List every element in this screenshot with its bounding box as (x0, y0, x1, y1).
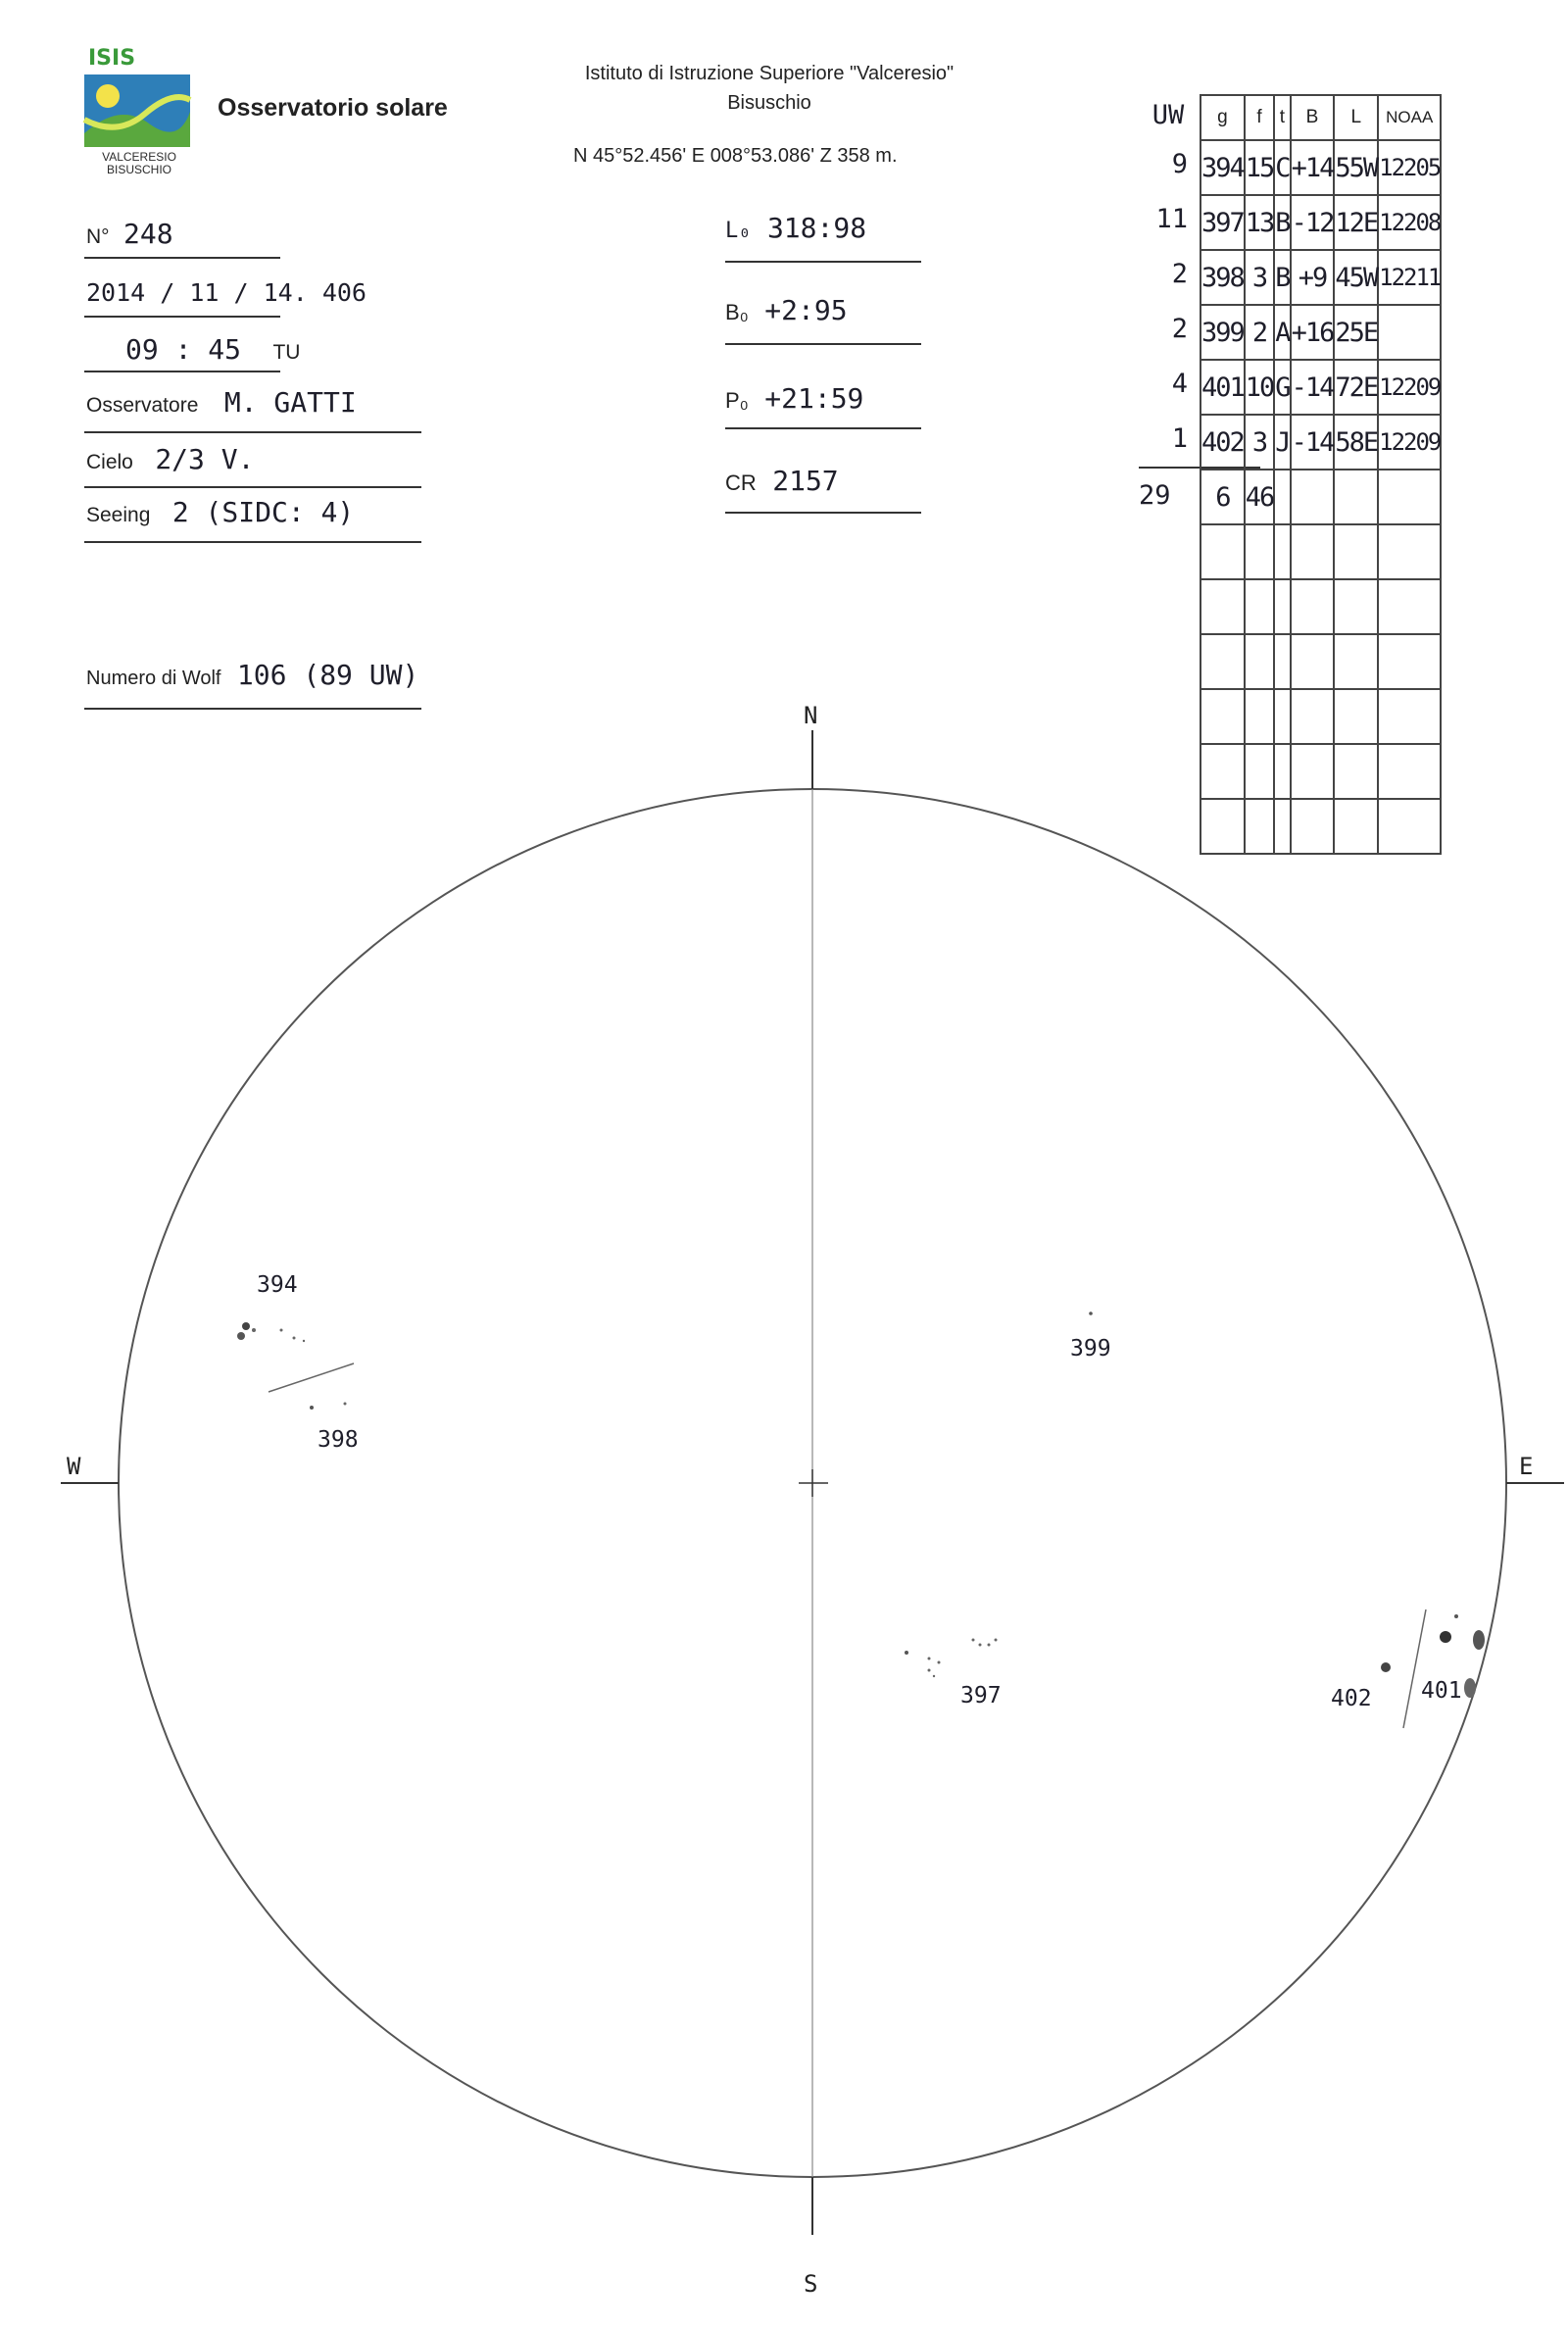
cell-g: 402 (1200, 415, 1245, 470)
table-header-row (1200, 95, 1441, 140)
l0-field (725, 212, 866, 244)
empty-row (1200, 579, 1441, 634)
b0-value: +2:95 (764, 294, 848, 326)
logo-mark: ISIS (88, 46, 136, 71)
cell-g: 399 (1200, 305, 1245, 360)
sunspot-group-397 (905, 1639, 1002, 1709)
sheet-number-field (86, 218, 173, 250)
uw-value: 1 (1171, 423, 1188, 454)
cr-label: CR (725, 470, 757, 495)
sunspot-group-401 (1403, 1609, 1485, 1728)
cell-t: G (1274, 360, 1290, 415)
cell-t: J (1274, 415, 1290, 470)
cell-l: 55W (1334, 140, 1378, 195)
group-label: 398 (318, 1427, 359, 1453)
number-value: 248 (123, 218, 173, 250)
time-value: 09 : 45 (125, 333, 242, 366)
uw-column (1139, 137, 1194, 523)
cell-f: 13 (1245, 195, 1275, 250)
institute-name: Istituto di Istruzione Superiore "Valceresio" (584, 63, 955, 84)
divider (84, 316, 280, 318)
observer-value: M. GATTI (223, 386, 357, 419)
cell-l: 12E (1334, 195, 1378, 250)
cell-g: 401 (1200, 360, 1245, 415)
cell-g: 397 (1200, 195, 1245, 250)
table-row (1200, 360, 1441, 415)
cell-l: 58E (1334, 415, 1378, 470)
cell-t: A (1274, 305, 1290, 360)
group-label: 399 (1070, 1336, 1111, 1362)
divider (725, 261, 921, 263)
date-value: 2014 / 11 / 14. 406 (86, 278, 367, 307)
table-row (1200, 250, 1441, 305)
col-b: B (1291, 95, 1335, 140)
group-label: 401 (1421, 1678, 1462, 1704)
observer-label: Osservatore (86, 394, 199, 417)
uw-total: 29 (1139, 467, 1260, 523)
logo-sub-2: BISUSCHIO (106, 163, 172, 176)
sky-value: 2/3 V. (155, 443, 255, 475)
observatory-title: Osservatorio solare (218, 94, 448, 122)
uw-value: 11 (1155, 204, 1188, 234)
south-label: S (804, 2270, 818, 2298)
b0-label: B₀ (725, 300, 749, 324)
empty-cell (1291, 470, 1335, 524)
empty-cell (1378, 470, 1441, 524)
cell-l: 72E (1334, 360, 1378, 415)
cell-b: -14 (1291, 360, 1335, 415)
col-noaa: NOAA (1378, 95, 1441, 140)
group-label: 402 (1331, 1686, 1372, 1711)
divider (725, 512, 921, 514)
cell-b: +9 (1291, 250, 1335, 305)
west-label: W (67, 1453, 81, 1480)
cr-field (725, 465, 839, 497)
cell-b: -12 (1291, 195, 1335, 250)
cell-noaa: 12209 (1378, 360, 1441, 415)
sunspot-group-402 (1331, 1662, 1391, 1711)
l0-value: 318:98 (766, 212, 867, 244)
cell-l: 25E (1334, 305, 1378, 360)
cell-l: 45W (1334, 250, 1378, 305)
col-t: t (1274, 95, 1290, 140)
uw-value: 9 (1171, 149, 1188, 179)
cell-b: +16 (1291, 305, 1335, 360)
time-unit: TU (272, 341, 301, 364)
cell-t: B (1274, 195, 1290, 250)
cell-noaa: 12205 (1378, 140, 1441, 195)
divider (84, 431, 421, 433)
divider (84, 541, 421, 543)
sunspot-group-394 (237, 1272, 305, 1342)
empty-row (1200, 524, 1441, 579)
seeing-label: Seeing (86, 504, 151, 526)
table-row (1200, 415, 1441, 470)
l0-label: L₀ (725, 219, 752, 243)
cell-f: 2 (1245, 305, 1275, 360)
empty-row (1200, 634, 1441, 689)
empty-cell (1334, 470, 1378, 524)
p0-value: +21:59 (764, 382, 864, 415)
cell-b: +14 (1291, 140, 1335, 195)
cell-b: -14 (1291, 415, 1335, 470)
logo-sub-1: VALCERESIO (102, 150, 176, 164)
time-field (125, 333, 300, 366)
uw-value: 2 (1171, 314, 1188, 344)
wolf-label: Numero di Wolf (86, 668, 221, 689)
sky-field (86, 443, 254, 475)
cell-t: B (1274, 250, 1290, 305)
empty-cell (1274, 470, 1290, 524)
cell-g: 394 (1200, 140, 1245, 195)
cell-noaa (1378, 305, 1441, 360)
divider (725, 343, 921, 345)
seeing-value: 2 (SIDC: 4) (172, 496, 355, 528)
divider (725, 427, 921, 429)
cell-noaa: 12211 (1378, 250, 1441, 305)
cell-f: 3 (1245, 415, 1275, 470)
north-label: N (804, 702, 818, 729)
site-coordinates: N 45°52.456' E 008°53.086' Z 358 m. (573, 145, 898, 167)
divider (84, 486, 421, 488)
cell-f: 15 (1245, 140, 1275, 195)
uw-value: 2 (1171, 259, 1188, 289)
group-label: 397 (960, 1683, 1002, 1708)
table-row (1200, 140, 1441, 195)
p0-field (725, 382, 863, 415)
cell-t: C (1274, 140, 1290, 195)
sunspot-group-399 (1070, 1312, 1111, 1362)
b0-field (725, 294, 848, 326)
col-f: f (1245, 95, 1275, 140)
institute-town: Bisuschio (727, 92, 811, 114)
totals-row (1200, 470, 1441, 524)
cr-value: 2157 (772, 465, 839, 497)
cell-f: 10 (1245, 360, 1275, 415)
solar-disk-drawing (0, 686, 1568, 2327)
sky-label: Cielo (86, 451, 133, 473)
cell-g: 398 (1200, 250, 1245, 305)
total-f: 46 (1245, 470, 1275, 524)
uw-value: 4 (1171, 369, 1188, 399)
cell-noaa: 12209 (1378, 415, 1441, 470)
table-row (1200, 195, 1441, 250)
group-label: 394 (257, 1272, 298, 1298)
wolf-value: 106 (89 UW) (236, 659, 419, 691)
date-field (86, 278, 367, 307)
divider (84, 371, 280, 372)
col-g: g (1200, 95, 1245, 140)
isis-logo (80, 43, 198, 180)
p0-label: P₀ (725, 388, 749, 413)
total-g: 6 (1200, 470, 1245, 524)
number-label: N° (86, 225, 110, 248)
uw-header: UW (1152, 100, 1185, 130)
cell-f: 3 (1245, 250, 1275, 305)
cell-noaa: 12208 (1378, 195, 1441, 250)
table-row (1200, 305, 1441, 360)
east-label: E (1519, 1453, 1534, 1480)
sunspot-group-398 (269, 1363, 359, 1453)
divider (84, 257, 280, 259)
observer-field (86, 386, 357, 419)
col-l: L (1334, 95, 1378, 140)
seeing-field (86, 496, 354, 528)
